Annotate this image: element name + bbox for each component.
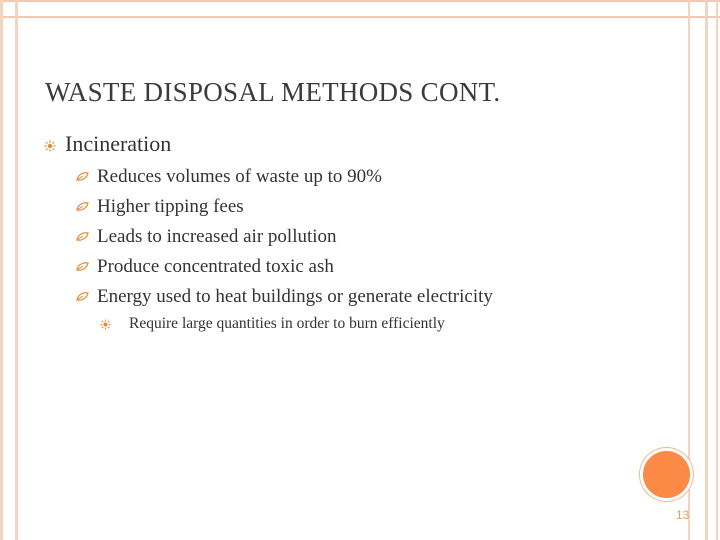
bullet-text: Produce concentrated toxic ash xyxy=(97,256,334,277)
bullet-text: Reduces volumes of waste up to 90% xyxy=(97,166,382,187)
sun-bullet-icon xyxy=(100,319,111,330)
left-decorative-stripes xyxy=(0,0,20,540)
bullet-text: Leads to increased air pollution xyxy=(97,226,337,247)
leaf-bullet-icon xyxy=(76,172,89,182)
bullet-text: Incineration xyxy=(65,131,172,156)
sun-bullet-icon xyxy=(44,140,56,152)
leaf-bullet-icon xyxy=(76,232,89,242)
top-border xyxy=(0,0,720,18)
bullet-text: Require large quantities in order to burn efficiently xyxy=(129,315,445,332)
leaf-bullet-icon xyxy=(76,202,89,212)
slide-title: WASTE DISPOSAL METHODS CONT. xyxy=(45,77,501,107)
leaf-bullet-icon xyxy=(76,262,89,272)
page-number: 13 xyxy=(676,508,690,522)
bullet-text: Energy used to heat buildings or generate electricity xyxy=(97,286,493,307)
decorative-circle xyxy=(640,448,693,501)
leaf-bullet-icon xyxy=(76,292,89,302)
bullet-text: Higher tipping fees xyxy=(97,196,244,217)
